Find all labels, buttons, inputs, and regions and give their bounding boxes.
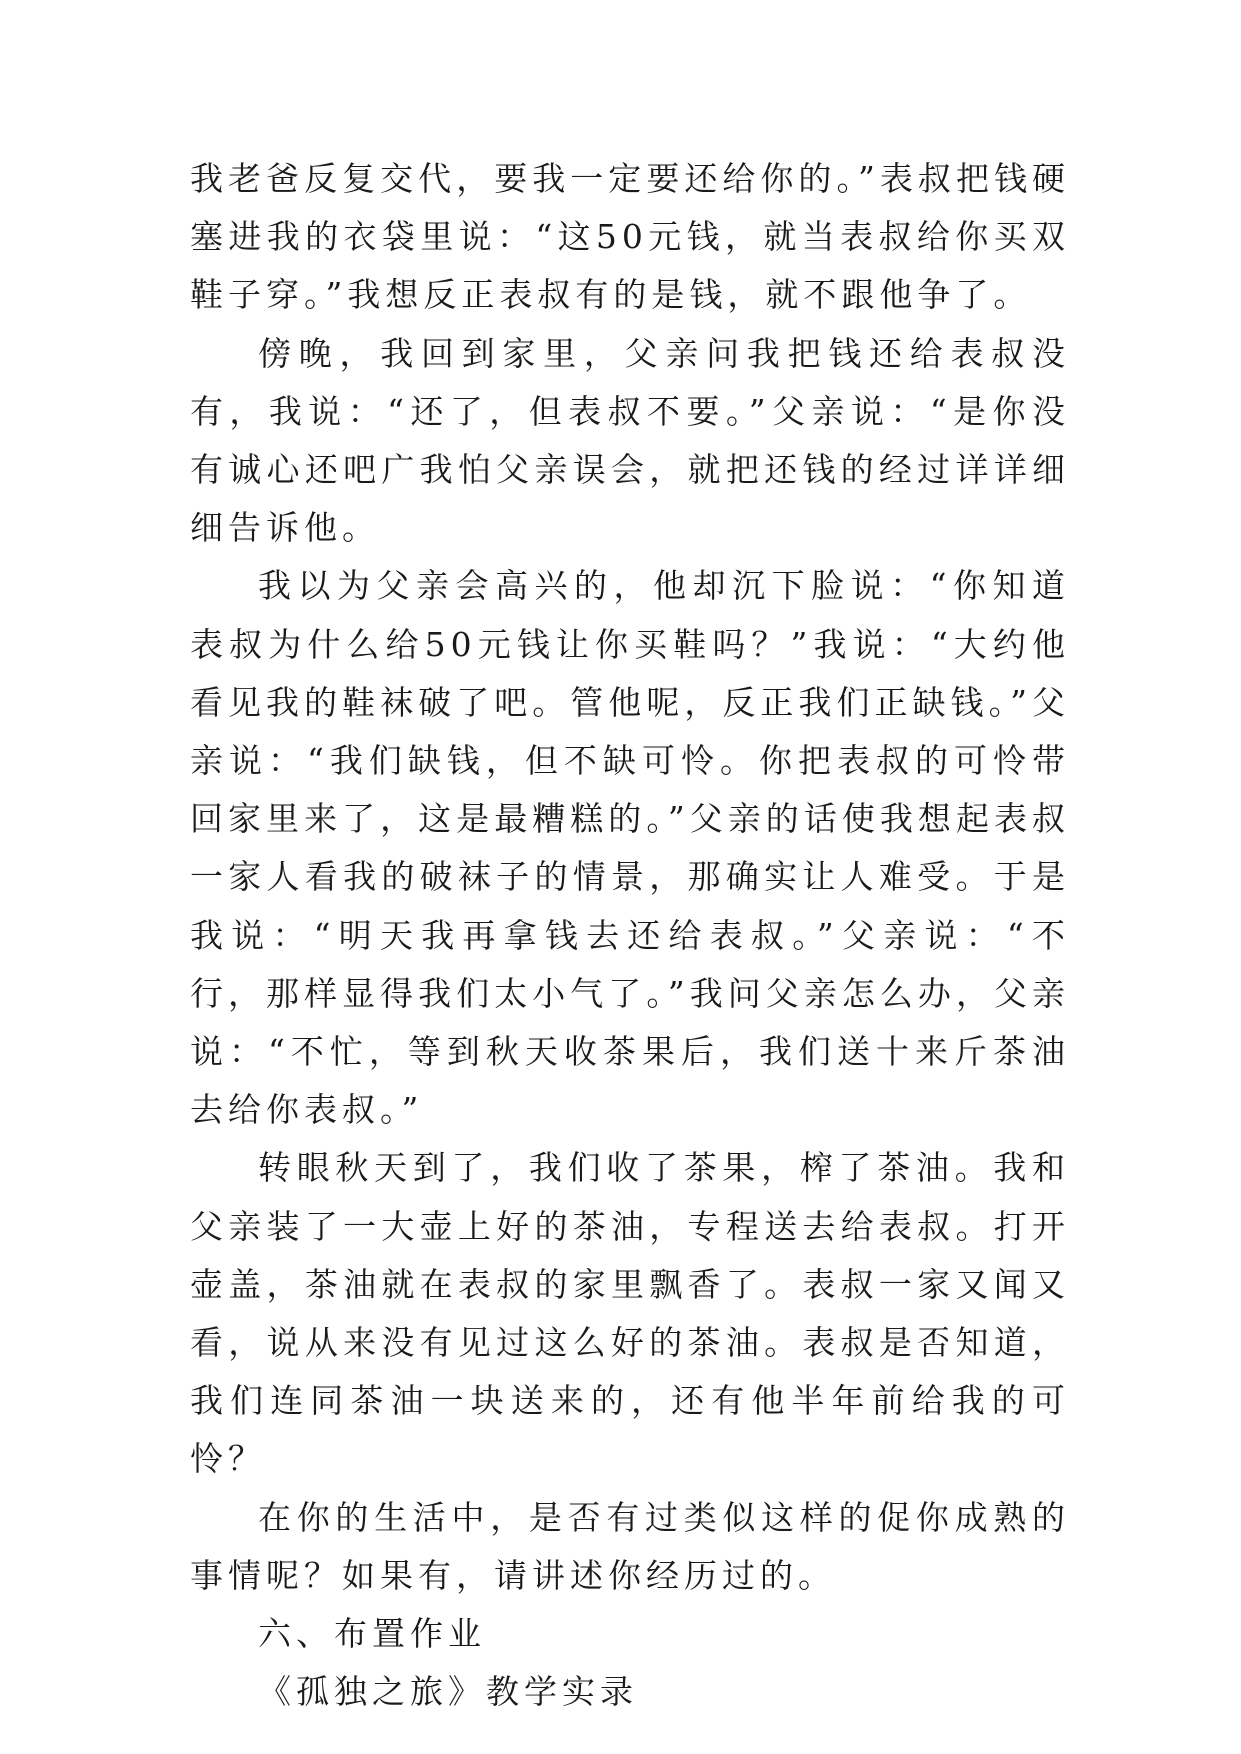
section-title-lesson-record: 《孤独之旅》教学实录 bbox=[258, 1672, 638, 1712]
document-page bbox=[190, 150, 1070, 1721]
section-heading-homework: 六、布置作业 bbox=[258, 1614, 486, 1654]
paragraph-4: 转眼秋天到了，我们收了茶果，榨了茶油。我和父亲装了一大壶上好的茶油，专程送去给表叔。打开壶盖，茶油就在表叔的家里飘香了。表叔一家又闻又看，说从来没有见过这么好的茶油。表叔是否知道，我们连同茶油一块送来的，还有他半年前给我的可怜？ bbox=[190, 1148, 1070, 1479]
paragraph-1: 我老爸反复交代，要我一定要还给你的。”表叔把钱硬塞进我的衣袋里说：“这50元钱，就当表叔给你买双鞋子穿。”我想反正表叔有的是钱，就不跟他争了。 bbox=[190, 159, 1070, 315]
paragraph-2: 傍晚，我回到家里，父亲问我把钱还给表叔没有，我说：“还了，但表叔不要。”父亲说：“是你没有诚心还吧广我怕父亲误会，就把还钱的经过详详细细告诉他。 bbox=[190, 333, 1070, 548]
paragraph-5: 在你的生活中，是否有过类似这样的促你成熟的事情呢？如果有，请讲述你经历过的。 bbox=[190, 1497, 1070, 1595]
paragraph-3: 我以为父亲会高兴的，他却沉下脸说：“你知道表叔为什么给50元钱让你买鞋吗？”我说：“大约他看见我的鞋袜破了吧。管他呢，反正我们正缺钱。”父亲说：“我们缺钱，但不缺可怜。你把表叔的可怜带回家里来了，这是最糟糕的。”父亲的话使我想起表叔一家人看我的破袜子的情景，那确实让人难受。于是我说：“明天我再拿钱去还给表叔。”父亲说：“不行，那样显得我们太小气了。”我问父亲怎么办，父亲说：“不忙，等到秋天收茶果后，我们送十来斤茶油去给你表叔。” bbox=[190, 566, 1070, 1130]
